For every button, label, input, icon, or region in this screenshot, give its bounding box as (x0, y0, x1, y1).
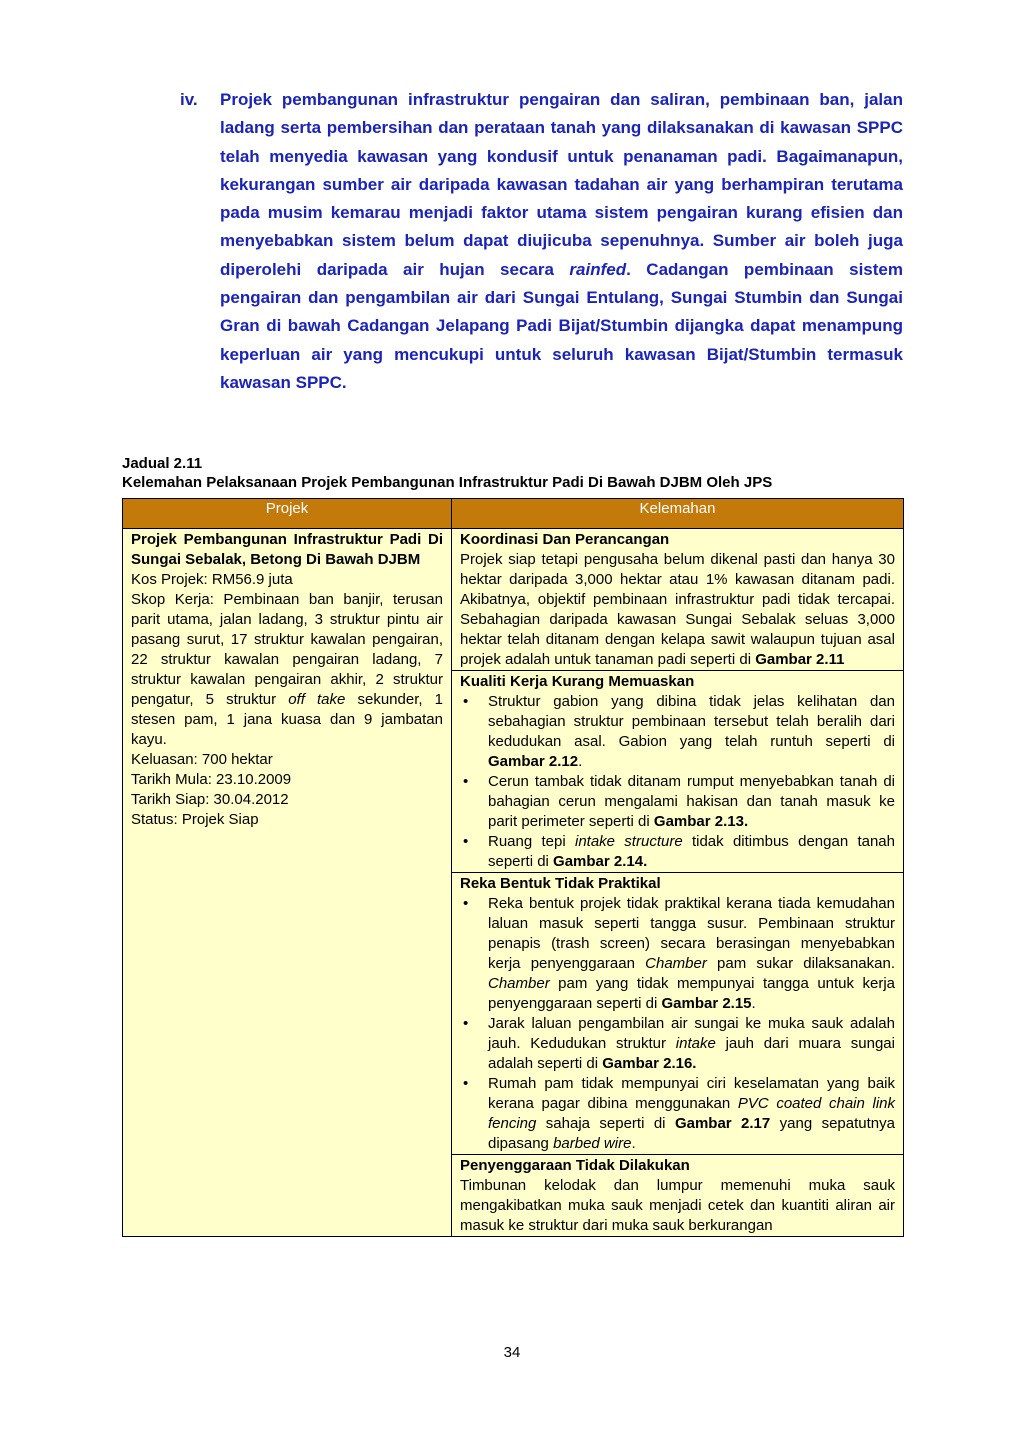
list-item (460, 772, 895, 832)
maintenance-text: Timbunan kelodak dan lumpur memenuhi muka sauk mengakibatkan muka sauk menjadi cetek dan kuantiti aliran air masuk ke struktur dari muka sauk berkurangan (460, 1177, 895, 1234)
paragraph-italic-term: rainfed (569, 259, 627, 279)
design-b2-text: Jarak laluan pengambilan air sungai ke muka sauk adalah jauh. Kedudukan struktur (488, 1015, 895, 1052)
header-kelemahan: Kelemahan (452, 499, 904, 529)
design-b2-ref: Gambar 2.16. (602, 1055, 697, 1072)
coordination-body: Projek siap tetapi pengusaha belum dikenal pasti dan hanya 30 hektar daripada 3,000 hektar atau 1% kawasan ditanam padi. Akibatnya, objektif pembinaan infrastruktur padi tidak tercapai. Sebahagian daripada kawasan Sungai Sebalak seluas 3,000 hektar telah ditanam dengan kelapa sawit walaupun tujuan asal projek adalah untuk tanaman padi seperti di (460, 551, 895, 668)
design-b3-text2: sahaja seperti di (536, 1115, 675, 1132)
maintenance-heading: Penyenggaraan Tidak Dilakukan (460, 1157, 690, 1174)
quality-b2-ref: Gambar 2.13. (653, 813, 749, 830)
list-item (460, 894, 895, 1014)
paragraph-text-part1: Projek pembangunan infrastruktur pengairan dan saliran, pembinaan ban, jalan ladang serta pembersihan dan perataan tanah yang dilaksanakan di kawasan SPPC telah menyedia kawasan yang kondusif untuk penanaman padi. Bagaimanapun, kekurangan sumber air daripada kawasan tadahan air yang berhampiran terutama pada musim kemarau menjadi faktor utama sistem pengairan kurang efisien dan menyebabkan sistem belum dapat diujicuba sepenuhnya. Sumber air boleh juga diperolehi daripada air hujan secara (220, 90, 903, 279)
design-b3-text: Rumah pam tidak mempunyai ciri keselamatan yang baik kerana pagar dibina menggunakan (488, 1075, 895, 1112)
design-b1-mid: pam sukar dilaksanakan. (706, 955, 896, 972)
design-b3-end: . (631, 1135, 636, 1152)
bullet-icon: • (463, 895, 469, 912)
quality-b1-end: . (578, 753, 583, 770)
bullet-icon: • (463, 1075, 469, 1092)
table-label: Jadual 2.11 (122, 455, 203, 472)
weakness-maintenance-cell (452, 1155, 904, 1237)
design-b1-ref: Gambar 2.15 (661, 995, 752, 1012)
design-b1-text2: pam yang tidak mempunyai tangga untuk kerja penyenggaraan seperti di (488, 975, 895, 1012)
quality-b1-ref: Gambar 2.12 (488, 753, 579, 770)
quality-b3-pre: Ruang tepi (488, 833, 575, 850)
paragraph-number: iv. (180, 90, 198, 109)
project-scope-part1: Skop Kerja: Pembinaan ban banjir, terusan parit utama, jalan ladang, 3 struktur pintu air pasang surut, 17 struktur kawalan pengairan, 22 struktur kawalan pengairan ladang, 7 struktur kawalan pengairan akhir, 2 struktur pengatur, 5 struktur (131, 591, 443, 708)
weakness-quality-cell (452, 671, 904, 873)
project-scope-part2: sekunder, 1 stesen pam, 1 jana kuasa dan 9 jambatan kayu. (131, 691, 443, 748)
design-list (460, 894, 895, 1154)
quality-b3-ref: Gambar 2.14. (553, 853, 648, 870)
paragraph-text-part2: . Cadangan pembinaan sistem pengairan dan pengambilan air dari Sungai Entulang, Sungai Stumbin dan Sungai Gran di bawah Cadangan Jelapang Padi Bijat/Stumbin dijangka dapat menampung keperluan air yang mencukupi untuk seluruh kawasan Bijat/Stumbin termasuk kawasan SPPC. (220, 259, 903, 392)
design-b1-end: . (751, 995, 756, 1012)
coordination-ref: Gambar 2.11 (755, 651, 845, 668)
design-b2-italic: intake (675, 1035, 716, 1052)
design-b1-italic1: Chamber (645, 955, 707, 972)
design-b2-text2: jauh dari muara sungai adalah seperti di (488, 1035, 895, 1072)
paragraph-text (220, 86, 903, 397)
quality-b2-text: Cerun tambak tidak ditanam rumput menyebabkan tanah di bahagian cerun mengalami hakisan dan tanah masuk ke parit perimeter seperti di (488, 773, 895, 830)
table-row (123, 529, 904, 671)
project-cell (123, 529, 452, 1237)
coordination-text (460, 550, 895, 670)
project-start-date: Tarikh Mula: 23.10.2009 (131, 771, 292, 788)
project-scope-italic: off take (288, 691, 346, 708)
table-caption (122, 454, 902, 492)
quality-heading: Kualiti Kerja Kurang Memuaskan (460, 673, 695, 690)
project-scope (131, 590, 443, 750)
weakness-design-cell (452, 873, 904, 1155)
list-item (460, 1014, 895, 1074)
project-title: Projek Pembangunan Infrastruktur Padi Di Sungai Sebalak, Betong Di Bawah DJBM (131, 531, 443, 568)
design-b3-italic: PVC coated chain link fencing (488, 1095, 895, 1132)
design-b3-ref: Gambar 2.17 (674, 1115, 771, 1132)
design-b1-text: Reka bentuk projek tidak praktikal kerana tiada kemudahan laluan masuk seperti tangga susur. Pembinaan struktur penapis (trash screen) secara berasingan menyebabkan kerja penyenggaraan (488, 895, 895, 972)
project-area: Keluasan: 700 hektar (131, 751, 273, 768)
header-projek: Projek (123, 499, 452, 529)
bullet-icon: • (463, 773, 469, 790)
quality-b3-text: tidak ditimbus dengan tanah seperti di (488, 833, 895, 870)
table-header-row (123, 499, 904, 529)
list-item (460, 692, 895, 772)
design-b3-text3: yang sepatutnya dipasang (488, 1115, 895, 1152)
table-title: Kelemahan Pelaksanaan Projek Pembangunan Infrastruktur Padi Di Bawah DJBM Oleh JPS (122, 474, 773, 491)
design-b3-italic2: barbed wire (553, 1135, 632, 1152)
weakness-coordination-cell (452, 529, 904, 671)
page-number: 34 (503, 1344, 521, 1361)
coordination-heading: Koordinasi Dan Perancangan (460, 531, 670, 548)
project-finish-date: Tarikh Siap: 30.04.2012 (131, 791, 289, 808)
list-item (460, 832, 895, 872)
bullet-icon: • (463, 1015, 469, 1032)
bullet-icon: • (463, 833, 469, 850)
design-b1-italic2: Chamber (488, 975, 550, 992)
project-cost: Kos Projek: RM56.9 juta (131, 571, 293, 588)
numbered-paragraph (180, 86, 903, 397)
quality-b1-text: Struktur gabion yang dibina tidak jelas kelihatan dan sebahagian struktur pembinaan tersebut telah beralih dari kedudukan asal. Gabion yang telah runtuh seperti di (488, 693, 895, 750)
weakness-table (122, 498, 904, 1237)
quality-list (460, 692, 895, 872)
quality-b3-italic: intake structure (574, 833, 683, 850)
project-status: Status: Projek Siap (131, 811, 259, 828)
list-item (460, 1074, 895, 1154)
design-heading: Reka Bentuk Tidak Praktikal (460, 875, 661, 892)
bullet-icon: • (463, 693, 469, 710)
